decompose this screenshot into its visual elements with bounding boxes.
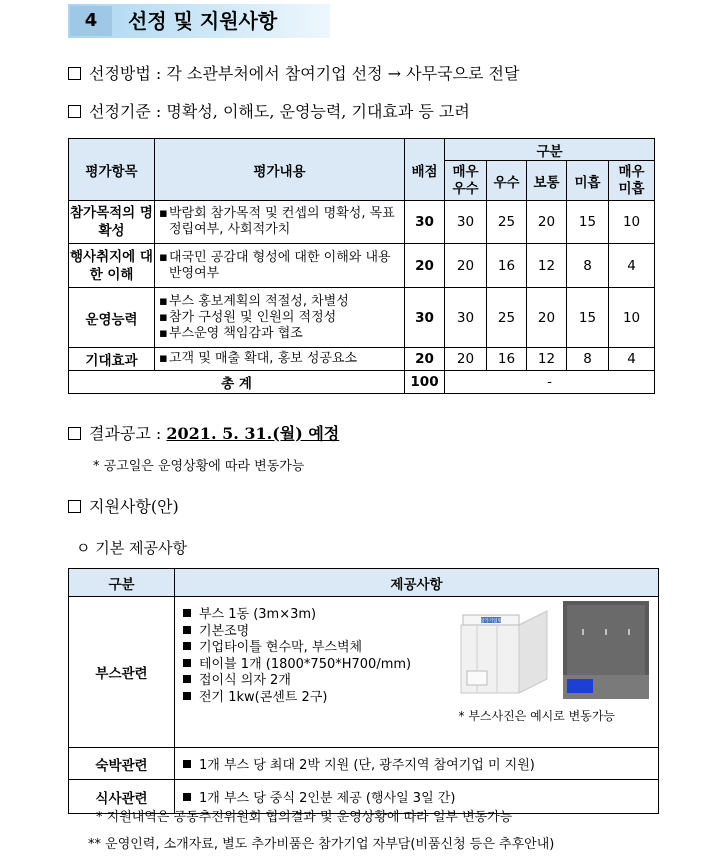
header-content: 평가내용 [155,139,405,201]
row-score: 4 [609,348,655,371]
row-item: 기대효과 [69,348,155,371]
list-item: 테이블 1개 (1800*750*H700/mm) [175,657,447,674]
header-grade: 매우 미흡 [609,161,655,201]
row-score: 15 [567,288,609,348]
row-content: ▪ 부스 홍보계획의 적절성, 차별성 ▪ 참가 구성원 및 인원의 적정성 ▪ 부스운영 책임감과 협조 [155,288,405,348]
selection-criteria-label: 선정기준 : [89,102,162,121]
total-row [69,371,655,394]
table-row [69,348,655,371]
booth-sign-text: 참가기업명 [479,619,502,624]
row-score: 12 [527,348,567,371]
row-item: 행사취지에 대한 이해 [69,244,155,288]
row-content: ▪ 박람회 참가목적 및 컨셉의 명확성, 목표정립여부, 사회적가치 [155,201,405,244]
result-notice-date: 2021. 5. 31.(월) 예정 [166,424,340,443]
booth-photo-cell [447,597,659,748]
row-score: 20 [445,348,487,371]
row-score: 12 [527,244,567,288]
row-score: 20 [527,201,567,244]
row-score: 8 [567,244,609,288]
row-score: 25 [487,201,527,244]
result-notice-note: * 공고일은 운영상황에 따라 변동가능 [93,459,305,474]
selection-method-text: 각 소관부처에서 참여기업 선정 → 사무국으로 전달 [166,64,520,83]
total-points: 100 [405,371,445,394]
row-score: 20 [527,288,567,348]
support-title: 지원사항(안) [89,497,179,516]
result-notice-line [68,423,339,445]
list-item: 부스 1동 (3m×3m) [175,607,447,624]
booth-photo-caption: * 부스사진은 예시로 변동가능 [458,709,616,723]
total-scores: - [445,371,655,394]
checkbox-icon [68,67,81,80]
section-number: 4 [70,6,112,36]
table-row [69,288,655,348]
table-row [69,748,659,780]
support-table [68,568,659,814]
row-score: 16 [487,244,527,288]
meals-item: 1개 부스 당 중식 2인분 제공 (행사일 3일 간) [175,780,659,814]
booth-photo-dark [563,601,649,699]
header-category: 구분 [69,569,175,597]
list-item: 접이식 의자 2개 [175,673,447,690]
selection-method-label: 선정방법 : [89,64,162,83]
row-score: 20 [445,244,487,288]
row-points: 30 [405,288,445,348]
row-score: 8 [567,348,609,371]
checkbox-icon [68,427,81,440]
table-row [69,597,659,748]
booth-items [175,597,447,748]
row-score: 16 [487,348,527,371]
lodging-item: 1개 부스 당 최대 2박 지원 (단, 광주지역 참여기업 미 지원) [175,748,659,780]
result-notice-label: 결과공고 : [89,424,162,443]
header-provided: 제공사항 [175,569,659,597]
total-label: 총 계 [69,371,405,394]
evaluation-table [68,138,655,394]
booth-photo-white [457,605,551,697]
table-row [69,201,655,244]
selection-method-line [68,63,519,85]
header-grade: 미흡 [567,161,609,201]
row-score: 10 [609,201,655,244]
row-score: 10 [609,288,655,348]
header-grade: 보통 [527,161,567,201]
row-item: 참가목적의 명확성 [69,201,155,244]
row-score: 4 [609,244,655,288]
table-row [69,244,655,288]
row-score: 30 [445,288,487,348]
header-grade: 우수 [487,161,527,201]
row-item: 운영능력 [69,288,155,348]
row-points: 20 [405,348,445,371]
lodging-category: 숙박관련 [69,748,175,780]
row-score: 25 [487,288,527,348]
row-score: 15 [567,201,609,244]
checkbox-icon [68,500,81,513]
header-grade-group: 구분 [445,139,655,161]
section-title: 선정 및 지원사항 [128,9,278,33]
footnote-2: ** 운영인력, 소개자료, 별도 추가비품은 참가기업 자부담(비품신청 등은 추후안내) [88,837,555,852]
support-title-line [68,496,179,518]
row-content: ▪ 대국민 공감대 형성에 대한 이해와 내용 반영여부 [155,244,405,288]
row-points: 20 [405,244,445,288]
row-points: 30 [405,201,445,244]
booth-category: 부스관련 [69,597,175,748]
list-item: 기본조명 [175,624,447,641]
booth-photos [447,597,659,747]
header-item: 평가항목 [69,139,155,201]
list-item: 기업타이틀 현수막, 부스벽체 [175,640,447,657]
footnote-1: * 지원내역은 공동추진위원회 협의결과 및 운영상황에 따라 일부 변동가능 [96,810,513,825]
selection-criteria-text: 명확성, 이해도, 운영능력, 기대효과 등 고려 [166,102,470,121]
row-content: ▪ 고객 및 매출 확대, 홍보 성공요소 [155,348,405,371]
header-grade: 매우 우수 [445,161,487,201]
row-score: 30 [445,201,487,244]
selection-criteria-line [68,101,470,123]
meals-category: 식사관련 [69,780,175,814]
basic-provision-title: ㅇ 기본 제공사항 [76,539,187,557]
checkbox-icon [68,105,81,118]
list-item: 전기 1kw(콘센트 2구) [175,690,447,707]
header-points: 배점 [405,139,445,201]
